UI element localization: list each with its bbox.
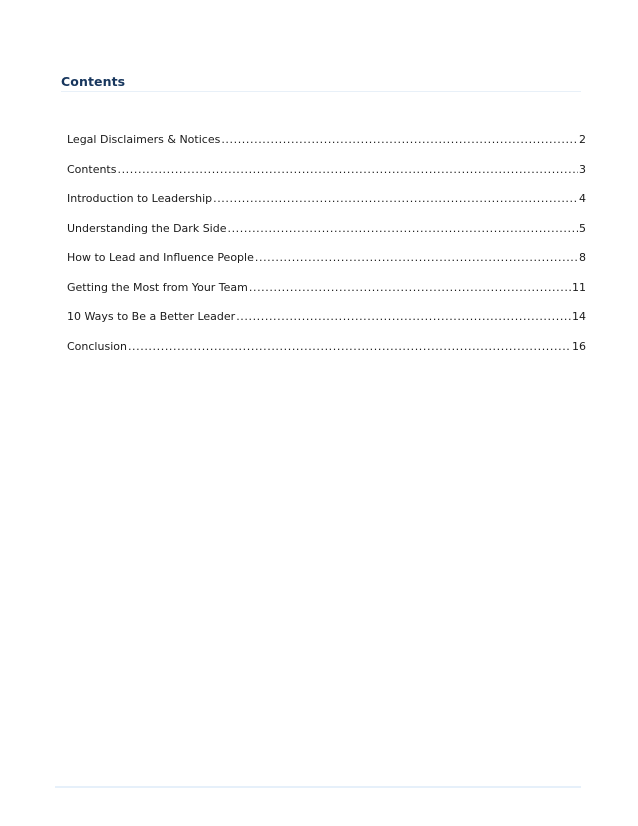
toc-entry[interactable] [67, 251, 586, 281]
toc-dot-leader [249, 281, 571, 294]
toc-entry-page: 8 [579, 251, 586, 264]
table-of-contents [67, 133, 586, 369]
toc-entry[interactable] [67, 192, 586, 222]
toc-entry-page: 3 [579, 162, 586, 176]
toc-entry-title: Contents [67, 162, 117, 176]
toc-entry-title: Conclusion [67, 339, 127, 353]
heading-rule [61, 91, 581, 92]
toc-entry-title: How to Lead and Influence People [67, 251, 254, 264]
toc-dot-leader [128, 340, 571, 353]
toc-entry-page: 11 [572, 280, 586, 294]
toc-dot-leader [213, 192, 578, 205]
toc-entry-page: 5 [579, 221, 586, 235]
toc-entry-page: 4 [579, 192, 586, 205]
toc-entry[interactable] [67, 222, 586, 252]
toc-entry[interactable] [67, 163, 586, 193]
footer-rule [55, 786, 581, 788]
toc-dot-leader [255, 251, 578, 264]
toc-entry[interactable] [67, 281, 586, 311]
toc-entry-title: 10 Ways to Be a Better Leader [67, 310, 236, 323]
toc-entry-page: 14 [572, 310, 586, 323]
toc-dot-leader [221, 133, 578, 146]
toc-entry[interactable] [67, 340, 586, 370]
toc-entry-title: Legal Disclaimers & Notices [67, 133, 221, 146]
toc-dot-leader [117, 163, 578, 176]
toc-entry-page: 2 [579, 133, 586, 146]
toc-entry-page: 16 [572, 339, 586, 353]
toc-entry[interactable] [67, 310, 586, 340]
toc-dot-leader [227, 222, 578, 235]
toc-entry[interactable] [67, 133, 586, 163]
toc-entry-title: Introduction to Leadership [67, 192, 213, 205]
toc-entry-title: Understanding the Dark Side [67, 221, 227, 235]
toc-heading: Contents [61, 74, 126, 89]
toc-dot-leader [236, 310, 571, 323]
toc-entry-title: Getting the Most from Your Team [67, 280, 248, 294]
